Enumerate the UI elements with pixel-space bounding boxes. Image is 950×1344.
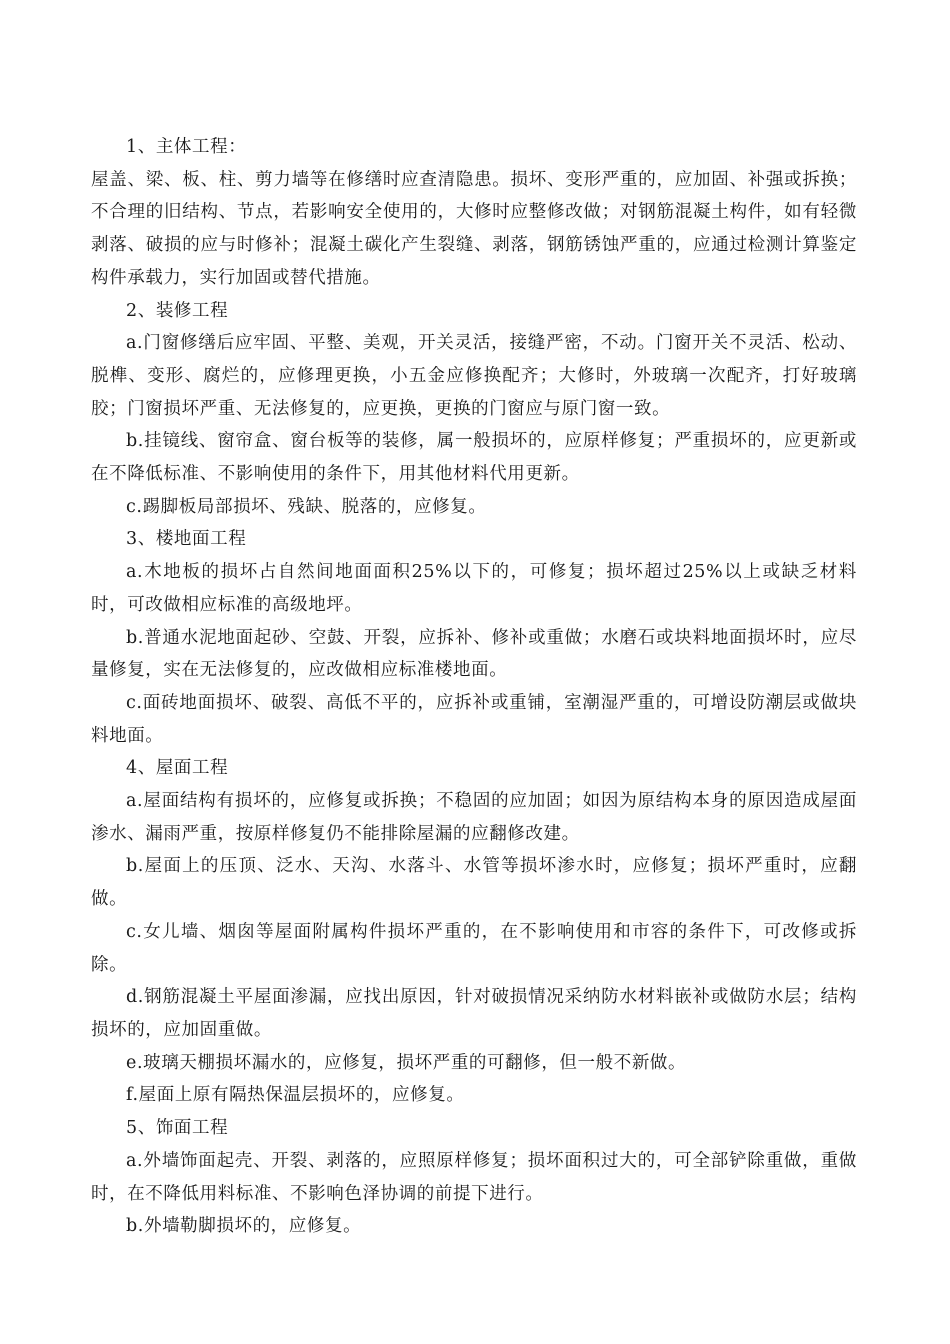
section-heading: 1、主体工程： — [126, 137, 247, 157]
section-heading: 3、楼地面工程 — [126, 529, 247, 550]
section-heading: 2、装修工程 — [126, 300, 229, 321]
body-paragraph: 屋盖、梁、板、柱、剪力墙等在修缮时应查清隐患。损坏、变形严重的，应加固、补强或拆换；不合理的旧结构、节点，若影响安全使用的，大修时应整修改做；对钢筋混凝土构件，如有轻微剥落、破损的应与时修补；混凝土碳化产生裂缝、剥落，钢筋锈蚀严重的，应通过检测计算鉴定构件承载力，实行加固或替代措施。 — [91, 169, 857, 288]
body-paragraph: c.女儿墙、烟囱等屋面附属构件损坏严重的，在不影响使用和市容的条件下，可改修或拆除。 — [91, 921, 857, 975]
body-paragraph: c.面砖地面损坏、破裂、高低不平的，应拆补或重铺，室潮湿严重的，可增设防潮层或做块料地面。 — [91, 692, 857, 746]
body-paragraph: d.钢筋混凝土平屋面渗漏，应找出原因，针对破损情况采纳防水材料嵌补或做防水层；结构损坏的，应加固重做。 — [91, 987, 857, 1040]
body-paragraph: b.挂镜线、窗帘盒、窗台板等的装修，属一般损坏的，应原样修复；严重损坏的，应更新或在不降低标准、不影响使用的条件下，用其他材料代用更新。 — [91, 431, 857, 485]
body-paragraph: f.屋面上原有隔热保温层损坏的，应修复。 — [126, 1085, 465, 1106]
body-paragraph: b.外墙勒脚损坏的，应修复。 — [126, 1216, 362, 1237]
body-paragraph: b.屋面上的压顶、泛水、天沟、水落斗、水管等损坏渗水时，应修复；损坏严重时，应翻做。 — [91, 856, 857, 910]
body-paragraph: a.外墙饰面起壳、开裂、剥落的，应照原样修复；损坏面积过大的，可全部铲除重做，重做时，在不降低用料标准、不影响色泽协调的前提下进行。 — [91, 1150, 857, 1204]
body-paragraph: a.木地板的损坏占自然间地面面积25%以下的，可修复；损坏超过25%以上或缺乏材料时，可改做相应标准的高级地坪。 — [91, 562, 857, 615]
body-paragraph: a.屋面结构有损坏的，应修复或拆换；不稳固的应加固；如因为原结构本身的原因造成屋面渗水、漏雨严重，按原样修复仍不能排除屋漏的应翻修改建。 — [91, 791, 857, 844]
body-paragraph: a.门窗修缮后应牢固、平整、美观，开关灵活，接缝严密，不动。门窗开关不灵活、松动、脱榫、变形、腐烂的，应修理更换，小五金应修换配齐；大修时，外玻璃一次配齐，打好玻璃胶；门窗损坏严重、无法修复的，应更换，更换的门窗应与原门窗一致。 — [91, 333, 857, 419]
section-heading: 4、屋面工程 — [126, 758, 229, 779]
body-paragraph: c.踢脚板局部损坏、残缺、脱落的，应修复。 — [126, 496, 487, 517]
document-body — [91, 131, 857, 1243]
section-heading: 5、饰面工程 — [126, 1118, 229, 1139]
body-paragraph: e.玻璃天棚损坏漏水的，应修复，损坏严重的可翻修，但一般不新做。 — [126, 1052, 687, 1073]
body-paragraph: b.普通水泥地面起砂、空鼓、开裂，应拆补、修补或重做；水磨石或块料地面损坏时，应尽量修复，实在无法修复的，应改做相应标准楼地面。 — [91, 627, 857, 681]
